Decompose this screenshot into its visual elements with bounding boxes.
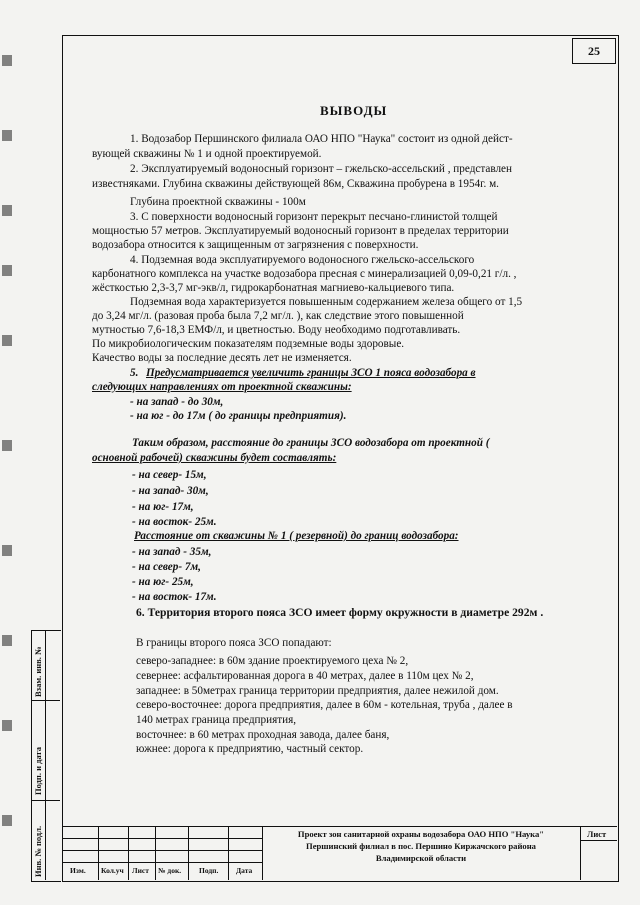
text-line: следующих направлениях от проектной скважины:	[92, 381, 352, 393]
stamp-label: Подп. и дата	[33, 747, 43, 795]
text-line: 140 метрах граница предприятия,	[136, 714, 297, 726]
binding-mark	[2, 335, 12, 346]
page-title: ВЫВОДЫ	[320, 103, 388, 118]
stamp-divider	[31, 800, 60, 801]
table-row-line	[62, 850, 262, 851]
stamp-label: Инв. № подл.	[33, 825, 43, 877]
text-line: По микробиологическим показателям подземные воды здоровые.	[92, 338, 405, 350]
text-line: 6. Территория второго пояса ЗСО имеет форму окружности в диаметре 292м .	[136, 606, 544, 619]
binding-mark	[2, 265, 12, 276]
text-line: мощностью 57 метров. Эксплуатируемый водоносный горизонт в пределах территории	[92, 225, 509, 237]
binding-mark	[2, 720, 12, 731]
document-title-line: Першинский филиал в пос. Першино Киржачского района	[306, 841, 536, 851]
text-line: известняками. Глубина скважины действующей 86м, Скважина пробурена в 1954г. м.	[92, 178, 499, 190]
text-line: основной рабочей) скважины будет составлять:	[92, 452, 337, 464]
text-line: Предусматривается увеличить границы ЗСО 1 пояса водозабора в	[146, 367, 476, 379]
table-border	[62, 826, 617, 827]
text-line: - на запад- 30м,	[132, 485, 209, 497]
document-title-line: Владимирской области	[375, 853, 467, 863]
text-line: западнее: в 50метрах граница территории предприятия, далее нежилой дом.	[136, 685, 499, 697]
text-line: 4. Подземная вода эксплуатируемого водоносного гжельско-ассельского	[130, 254, 475, 266]
sheet-label: Лист	[587, 829, 607, 839]
stamp-divider	[31, 700, 60, 701]
table-col-line	[228, 826, 229, 880]
stamp-column-divider	[45, 630, 61, 880]
table-col-line	[98, 826, 99, 880]
text-line: севернее: асфальтированная дорога в 40 метрах, далее в 110м цех № 2,	[136, 670, 474, 682]
text-line: Глубина проектной скважины - 100м	[130, 196, 306, 208]
binding-mark	[2, 130, 12, 141]
text-line: мутностью 7,6-18,3 ЕМФ/л, и цветностью. Воду необходимо подготавливать.	[92, 324, 461, 336]
table-col-line	[188, 826, 189, 880]
page-number: 25	[572, 38, 616, 64]
table-col-line	[262, 826, 263, 880]
text-line: - на север- 15м,	[132, 469, 207, 481]
text-line: Таким образом, расстояние до границы ЗСО водозабора от проектной (	[132, 437, 490, 449]
text-line: карбонатного комплекса на участке водозабора пресная с минерализацией 0,09-0,21 г/л. ,	[92, 268, 517, 280]
table-header: Подп.	[199, 866, 219, 875]
text-line: - на запад - до 30м,	[130, 396, 224, 408]
table-row-line	[62, 838, 262, 839]
text-line: Подземная вода характеризуется повышенным содержанием железа общего от 1,5	[130, 296, 523, 308]
text-line: - на юг - до 17м ( до границы предприятия).	[130, 410, 347, 422]
binding-mark	[2, 815, 12, 826]
text-line: северо-восточнее: дорога предприятия, далее в 60м - котельная, труба , далее в	[136, 699, 513, 711]
text-line: Качество воды за последние десять лет не изменяется.	[92, 352, 352, 364]
text-line: - на восток- 17м.	[132, 591, 217, 603]
table-header: Кол.уч	[101, 866, 124, 875]
text-line: Расстояние от скважины № 1 ( резервной) до границ водозабора:	[134, 530, 459, 542]
text-line: - на юг- 17м,	[132, 501, 194, 513]
table-header: Дата	[236, 866, 253, 875]
binding-mark	[2, 55, 12, 66]
document-title-line: Проект зон санитарной охраны водозабора ОАО НПО "Наука"	[297, 829, 545, 839]
text-line: - на юг- 25м,	[132, 576, 194, 588]
text-line: жёсткостью 2,3-3,7 мг-экв/л, гидрокарбонатная магниево-кальциевого типа.	[92, 282, 455, 294]
table-col-line	[580, 826, 581, 880]
table-header: № док.	[158, 866, 182, 875]
text-line: водозабора относится к защищенным от загрязнения с поверхности.	[92, 239, 419, 251]
text-line: В границы второго пояса ЗСО попадают:	[136, 637, 332, 649]
text-line: северо-западнее: в 60м здание проектируемого цеха № 2,	[136, 655, 409, 667]
text-line: восточнее: в 60 метрах проходная завода, далее баня,	[136, 729, 390, 741]
text-line: южнее: дорога к предприятию, частный сектор.	[136, 743, 364, 755]
text-line: до 3,24 мг/л. (разовая проба была 7,2 мг/л. ), как следствие этого повышенной	[92, 310, 464, 322]
table-header: Лист	[132, 866, 149, 875]
table-row-line	[62, 862, 262, 863]
binding-mark	[2, 635, 12, 646]
table-col-line	[128, 826, 129, 880]
table-header: Изм.	[70, 866, 86, 875]
table-row-line	[580, 840, 617, 841]
binding-mark	[2, 440, 12, 451]
text-line: - на восток- 25м.	[132, 516, 217, 528]
text-line: 3. С поверхности водоносный горизонт перекрыт песчано-глинистой толщей	[130, 211, 498, 223]
text-line: вующей скважины № 1 и одной проектируемой.	[92, 148, 322, 160]
text-line: - на север- 7м,	[132, 561, 201, 573]
stamp-label: Взам. инв. №	[33, 646, 43, 697]
binding-mark	[2, 545, 12, 556]
binding-mark	[2, 205, 12, 216]
text-line: - на запад - 35м,	[132, 546, 212, 558]
text-line: 2. Эксплуатируемый водоносный горизонт – гжельско-ассельский , представлен	[130, 163, 513, 175]
text-line: 5.	[130, 367, 139, 379]
text-line: 1. Водозабор Першинского филиала ОАО НПО "Наука" состоит из одной дейст-	[130, 133, 513, 145]
table-col-line	[155, 826, 156, 880]
